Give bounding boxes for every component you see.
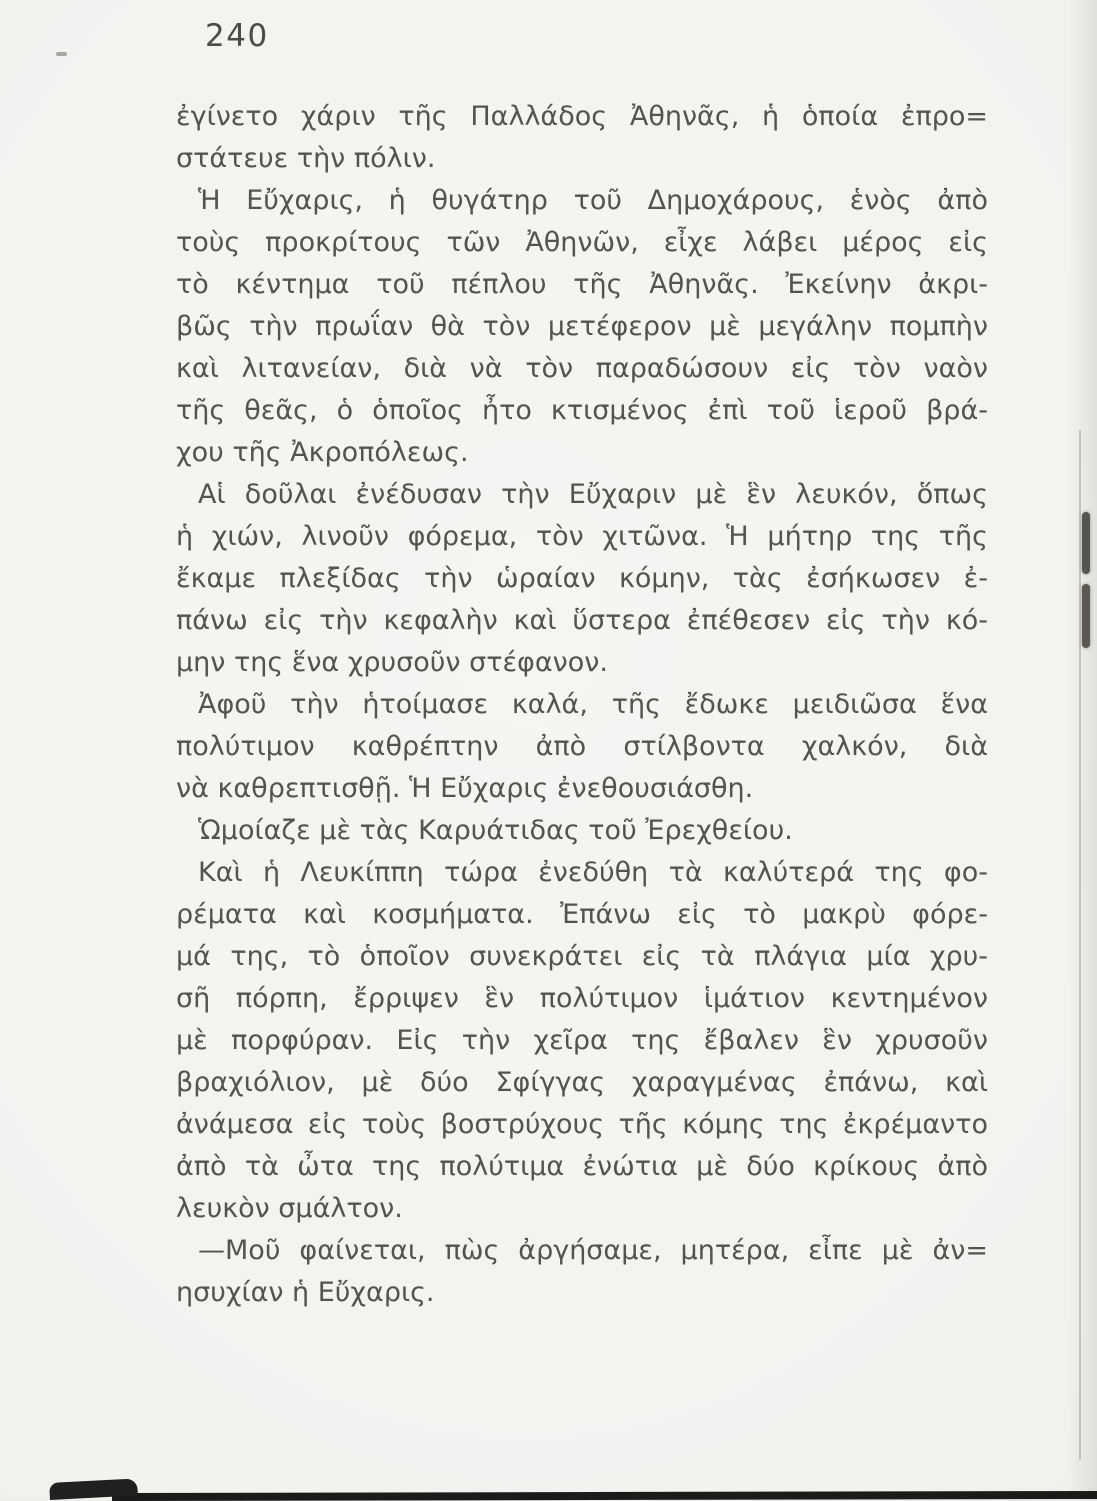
text-line: καὶ λιτανείαν, διὰ νὰ τὸν παραδώσουν εἰς τὸν ναὸν [176,353,988,384]
text-line: τῆς θεᾶς, ὁ ὁποῖος ἦτο κτισμένος ἐπὶ τοῦ ἱεροῦ βρά- [176,395,988,426]
text-line: πολύτιμον καθρέπτην ἀπὸ στίλβοντα χαλκόν, διὰ [176,731,988,762]
text-line: ησυχίαν ἡ Εὔχαρις. [176,1277,435,1308]
text-line: ρέματα καὶ κοσμήματα. Ἐπάνω εἰς τὸ μακρὺ φόρε- [176,899,988,930]
text-line: Καὶ ἡ Λευκίππη τώρα ἐνεδύθη τὰ καλύτερά της φο- [198,857,988,888]
text-line: πάνω εἰς τὴν κεφαλὴν καὶ ὕστερα ἐπέθεσεν εἰς τὴν κό- [176,605,988,636]
scan-mark-right-streak [1082,584,1090,648]
scan-mark-bottom-edge [112,1491,1097,1501]
text-line: ἔκαμε πλεξίδας τὴν ὡραίαν κόμην, τὰς ἐσήκωσεν ἐ- [176,563,988,594]
text-line: Ἡ Εὔχαρις, ἡ θυγάτηρ τοῦ Δημοχάρους, ἑνὸς ἀπὸ [198,185,988,216]
text-line: —Μοῦ φαίνεται, πὼς ἀργήσαμε, μητέρα, εἶπε μὲ ἀν= [198,1235,988,1266]
scan-mark-right-streak [1082,512,1090,574]
scan-shadow-right-edge [1067,0,1097,1500]
text-line: λευκὸν σμάλτον. [176,1193,403,1224]
text-line: Αἱ δοῦλαι ἐνέδυσαν τὴν Εὔχαριν μὲ ἓν λευκόν, ὅπως [198,479,988,510]
page-number: 240 [205,18,269,54]
text-line: ἐγίνετο χάριν τῆς Παλλάδος Ἀθηνᾶς, ἡ ὁποία ἐπρο= [176,101,988,132]
text-line: σῆ πόρπη, ἔρριψεν ἓν πολύτιμον ἱμάτιον κεντημένον [176,983,988,1014]
text-line: Ἀφοῦ τὴν ἡτοίμασε καλά, τῆς ἔδωκε μειδιῶσα ἕνα [198,689,988,720]
text-line: βῶς τὴν πρωΐαν θὰ τὸν μετέφερον μὲ μεγάλην πομπὴν [176,311,988,342]
text-line: ἀνάμεσα εἰς τοὺς βοστρύχους τῆς κόμης της ἐκρέμαντο [176,1109,988,1140]
text-line: νὰ καθρεπτισθῇ. Ἡ Εὔχαρις ἐνεθουσιάσθη. [176,773,754,804]
text-line: ἀπὸ τὰ ὦτα της πολύτιμα ἐνώτια μὲ δύο κρίκους ἀπὸ [176,1151,988,1182]
text-line: τὸ κέντημα τοῦ πέπλου τῆς Ἀθηνᾶς. Ἐκείνην ἀκρι- [176,269,988,300]
text-line: χου τῆς Ἀκροπόλεως. [176,437,469,468]
text-line: μά της, τὸ ὁποῖον συνεκράτει εἰς τὰ πλάγια μία χρυ- [176,941,988,972]
text-block [176,96,988,1314]
scan-mark-left-edge [56,52,67,56]
text-line: ἡ χιών, λινοῦν φόρεμα, τὸν χιτῶνα. Ἡ μήτηρ της τῆς [176,521,988,552]
scan-line-right-edge [1079,430,1081,1460]
text-line: μην της ἕνα χρυσοῦν στέφανον. [176,647,608,678]
text-line: στάτευε τὴν πόλιν. [176,143,436,174]
text-line: τοὺς προκρίτους τῶν Ἀθηνῶν, εἶχε λάβει μέρος εἰς [176,227,988,258]
text-line: βραχιόλιον, μὲ δύο Σφίγγας χαραγμένας ἐπάνω, καὶ [176,1067,988,1098]
text-line: Ὡμοίαζε μὲ τὰς Καρυάτιδας τοῦ Ἐρεχθείου. [198,815,793,846]
text-line: μὲ πορφύραν. Εἰς τὴν χεῖρα της ἔβαλεν ἓν χρυσοῦν [176,1025,988,1056]
